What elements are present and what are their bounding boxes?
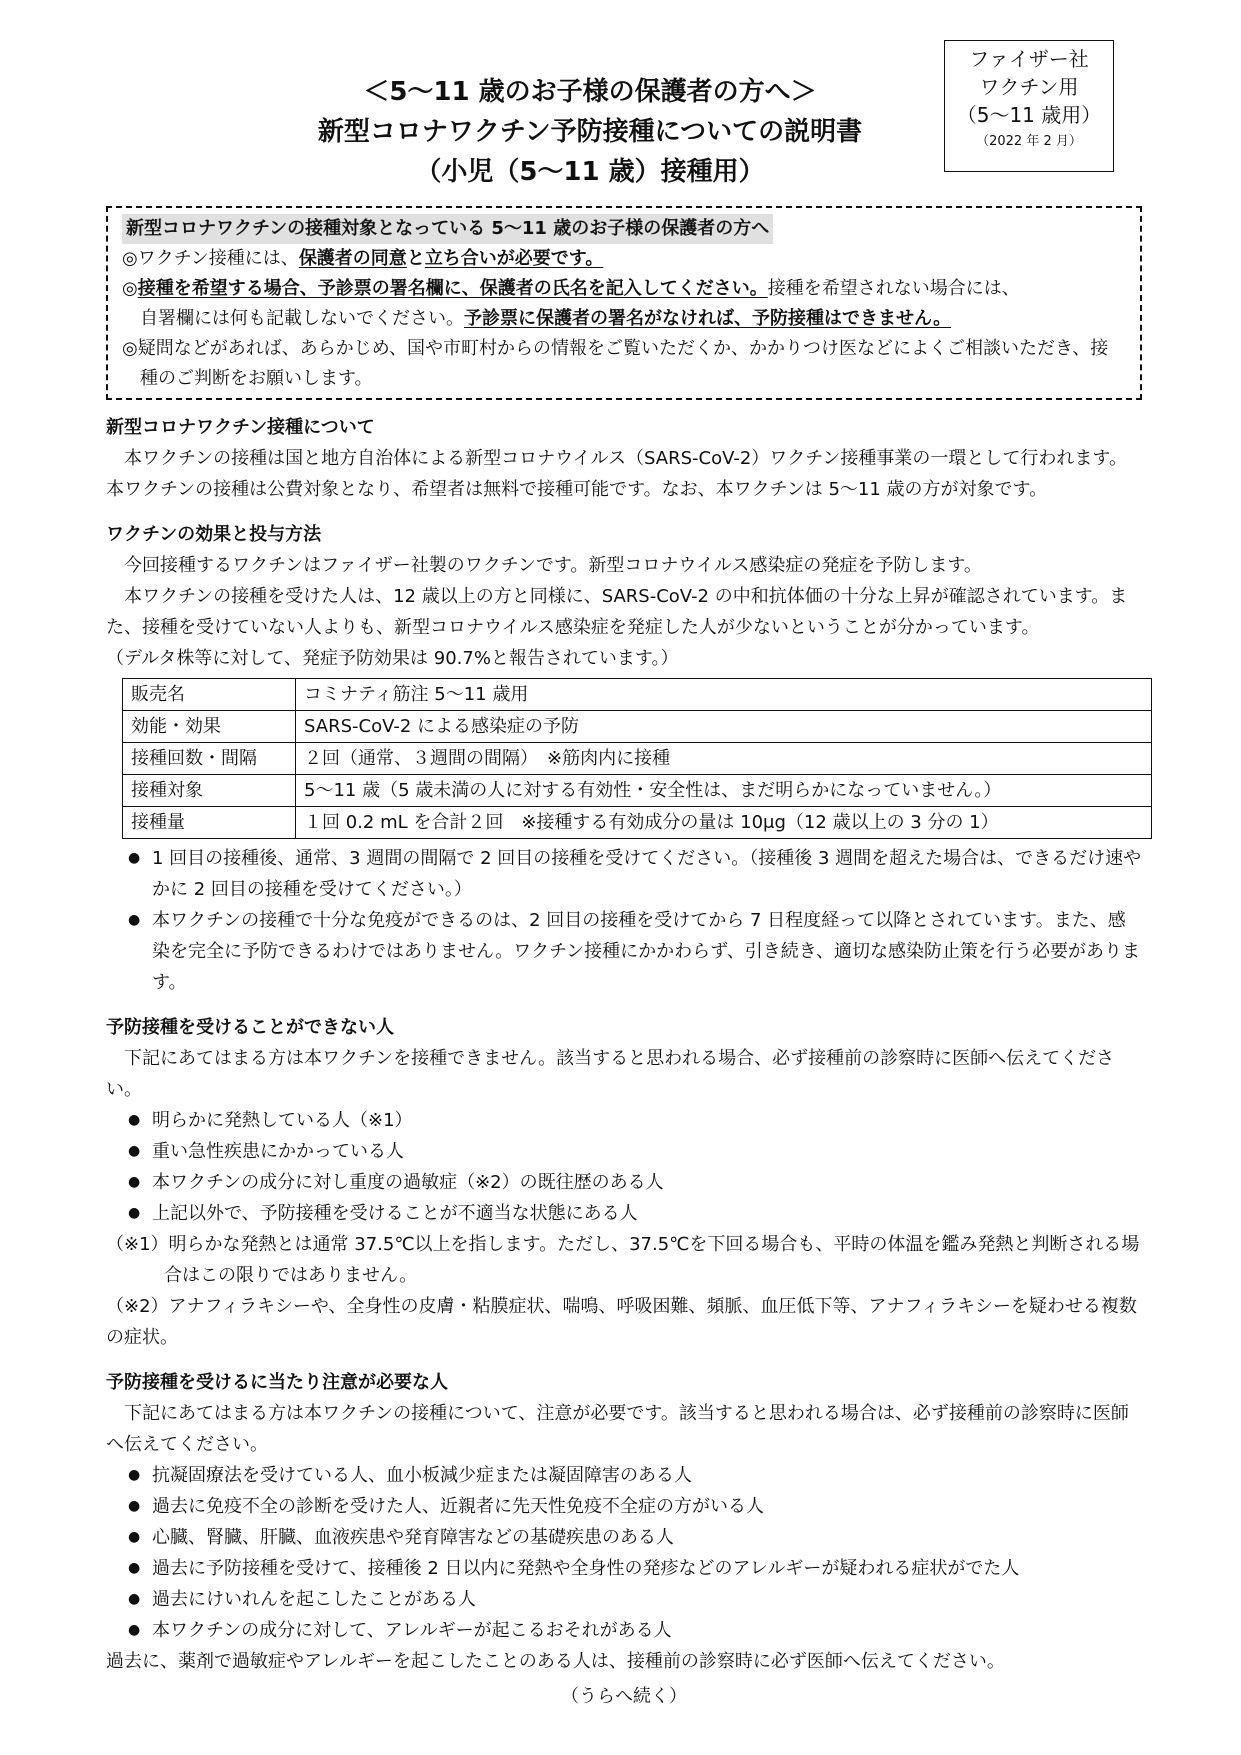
- notice-emphasis: 保護者の同意: [298, 248, 407, 269]
- list-item: ● 本ワクチンの成分に対し重度の過敏症（※2）の既往歴のある人: [126, 1167, 1142, 1198]
- table-value: ２回（通常、３週間の間隔） ※筋肉内に接種: [296, 743, 1152, 775]
- list-item: ● 本ワクチンの成分に対して、アレルギーが起こるおそれがある人: [126, 1615, 1142, 1646]
- effects-paragraph-2: 本ワクチンの接種を受けた人は、12 歳以上の方と同様に、SARS-CoV-2 の中和抗体価の十分な上昇が確認されています。また、接種を受けていない人よりも、新型コロナウイルス感染症を発症した人が少ないということが分かっています。: [106, 586, 1128, 638]
- notice-item-1: [122, 244, 1126, 274]
- list-item: ● 1 回目の接種後、通常、3 週間の間隔で 2 回目の接種を受けてください。（接種後 3 週間を超えた場合は、できるだけ速やかに 2 回目の接種を受けてください。）: [126, 843, 1142, 905]
- section-title-effects: ワクチンの効果と投与方法: [106, 524, 322, 545]
- notice-heading: 新型コロナワクチンの接種対象となっている 5～11 歳のお子様の保護者の方へ: [122, 214, 773, 244]
- footnote-2: （※2）アナフィラキシーや、全身性の皮膚・粘膜症状、喘鳴、呼吸困難、頻脈、血圧低下等、アナフィラキシーを疑わせる複数の症状。: [106, 1296, 1137, 1348]
- vaccine-label-box: [944, 40, 1114, 172]
- notice-item-2-cont: [122, 304, 1126, 334]
- title-line-1: ＜5～11 歳のお子様の保護者の方へ＞: [363, 77, 817, 107]
- vaccine-spec-table: [122, 678, 1152, 839]
- label-line-1: ファイザー社: [969, 47, 1089, 71]
- list-item: ● 本ワクチンの接種で十分な免疫ができるのは、2 回目の接種を受けてから 7 日程度経って以降とされています。また、感染を完全に予防できるわけではありません。ワクチン接種にかかわらず、引き続き、適切な感染防止策を行う必要があります。: [126, 905, 1142, 998]
- list-item: ● 過去にけいれんを起こしたことがある人: [126, 1584, 1142, 1615]
- notice-item-3: ◎疑問などがあれば、あらかじめ、国や市町村からの情報をご覧いただくか、かかりつけ医などによくご相談いただき、接: [122, 338, 1109, 359]
- list-item: ● 抗凝固療法を受けている人、血小板減少症または凝固障害のある人: [126, 1460, 1142, 1491]
- table-row: [123, 743, 1152, 775]
- notice-emphasis: 立ち合いが必要です。: [424, 248, 604, 269]
- ineligible-list: [106, 1105, 1142, 1229]
- caution-closing: 過去に、薬剤で過敏症やアレルギーを起こしたことのある人は、接種前の診察時に必ず医師へ伝えてください。: [106, 1651, 1005, 1672]
- table-row: [123, 679, 1152, 711]
- caution-list: [106, 1460, 1142, 1646]
- notice-item-2: [122, 274, 1126, 304]
- caution-text: 下記にあてはまる方は本ワクチンの接種について、注意が必要です。該当すると思われる場合は、必ず接種前の診察時に医師へ伝えてください。: [106, 1403, 1129, 1455]
- table-row: [123, 775, 1152, 807]
- notice-item-3-cont: 種のご判断をお願いします。: [140, 368, 373, 389]
- list-item: ● 明らかに発熱している人（※1）: [126, 1105, 1142, 1136]
- guardian-notice-box: [106, 206, 1142, 400]
- list-item: ● 過去に免疫不全の診断を受けた人、近親者に先天性免疫不全症の方がいる人: [126, 1491, 1142, 1522]
- notice-emphasis: 予診票に保護者の署名がなければ、予防接種はできません。: [464, 308, 952, 329]
- section-about-text: 本ワクチンの接種は国と地方自治体による新型コロナウイルス（SARS-CoV-2）ワクチン接種事業の一環として行われます。本ワクチンの接種は公費対象となり、希望者は無料で接種可能です。なお、本ワクチンは 5～11 歳の方が対象です。: [106, 448, 1127, 500]
- table-value: コミナティ筋注 5～11 歳用: [296, 679, 1152, 711]
- table-key: 効能・効果: [123, 711, 296, 743]
- ineligible-text: 下記にあてはまる方は本ワクチンを接種できません。該当すると思われる場合、必ず接種前の診察時に医師へ伝えてください。: [106, 1048, 1115, 1100]
- effects-bullet-list: [106, 843, 1142, 998]
- table-row: [123, 807, 1152, 839]
- label-date: （2022 年 2 月）: [976, 134, 1082, 149]
- list-item: ● 上記以外で、予防接種を受けることが不適当な状態にある人: [126, 1198, 1142, 1229]
- list-item: ● 重い急性疾患にかかっている人: [126, 1136, 1142, 1167]
- continued-note: （うらへ続く）: [561, 1686, 687, 1707]
- table-key: 接種量: [123, 807, 296, 839]
- title-line-3: （小児（5～11 歳）接種用）: [415, 157, 765, 187]
- list-item: ● 心臓、腎臓、肝臓、血液疾患や発育障害などの基礎疾患のある人: [126, 1522, 1142, 1553]
- label-line-3: （5～11 歳用）: [956, 103, 1102, 127]
- effects-paragraph-3: （デルタ株等に対して、発症予防効果は 90.7%と報告されています。）: [106, 648, 679, 669]
- title-line-2: 新型コロナワクチン予防接種についての説明書: [317, 117, 863, 147]
- table-value: SARS-CoV-2 による感染症の予防: [296, 711, 1152, 743]
- list-item: ● 過去に予防接種を受けて、接種後 2 日以内に発熱や全身性の発疹などのアレルギーが疑われる症状がでた人: [126, 1553, 1142, 1584]
- effects-paragraph-1: 今回接種するワクチンはファイザー社製のワクチンです。新型コロナウイルス感染症の発症を予防します。: [124, 555, 982, 576]
- notice-text: ◎ワクチン接種には、: [122, 248, 299, 269]
- section-title-caution: 予防接種を受けるに当たり注意が必要な人: [106, 1372, 448, 1393]
- notice-mark: ◎: [122, 278, 138, 299]
- section-title-ineligible: 予防接種を受けることができない人: [106, 1017, 394, 1038]
- table-value: 5～11 歳（5 歳未満の人に対する有効性・安全性は、まだ明らかになっていません。）: [296, 775, 1152, 807]
- document-body: [106, 412, 1142, 1712]
- table-key: 接種対象: [123, 775, 296, 807]
- table-key: 販売名: [123, 679, 296, 711]
- notice-text: と: [406, 248, 425, 269]
- table-row: [123, 711, 1152, 743]
- table-key: 接種回数・間隔: [123, 743, 296, 775]
- notice-emphasis: 接種を希望する場合、予診票の署名欄に、保護者の氏名を記入してください。: [137, 278, 768, 299]
- footnote-1: （※1）明らかな発熱とは通常 37.5℃以上を指します。ただし、37.5℃を下回る場合も、平時の体温を鑑み発熱と判断される場合はこの限りではありません。: [106, 1234, 1140, 1286]
- section-title-about: 新型コロナワクチン接種について: [106, 417, 375, 438]
- notice-text: 自署欄には何も記載しないでください。: [140, 308, 464, 329]
- table-value: １回 0.2 mL を合計２回 ※接種する有効成分の量は 10μg（12 歳以上の 3 分の 1）: [296, 807, 1152, 839]
- label-line-2: ワクチン用: [979, 75, 1079, 99]
- notice-text: 接種を希望されない場合には、: [767, 278, 1020, 299]
- document-title: [300, 72, 880, 192]
